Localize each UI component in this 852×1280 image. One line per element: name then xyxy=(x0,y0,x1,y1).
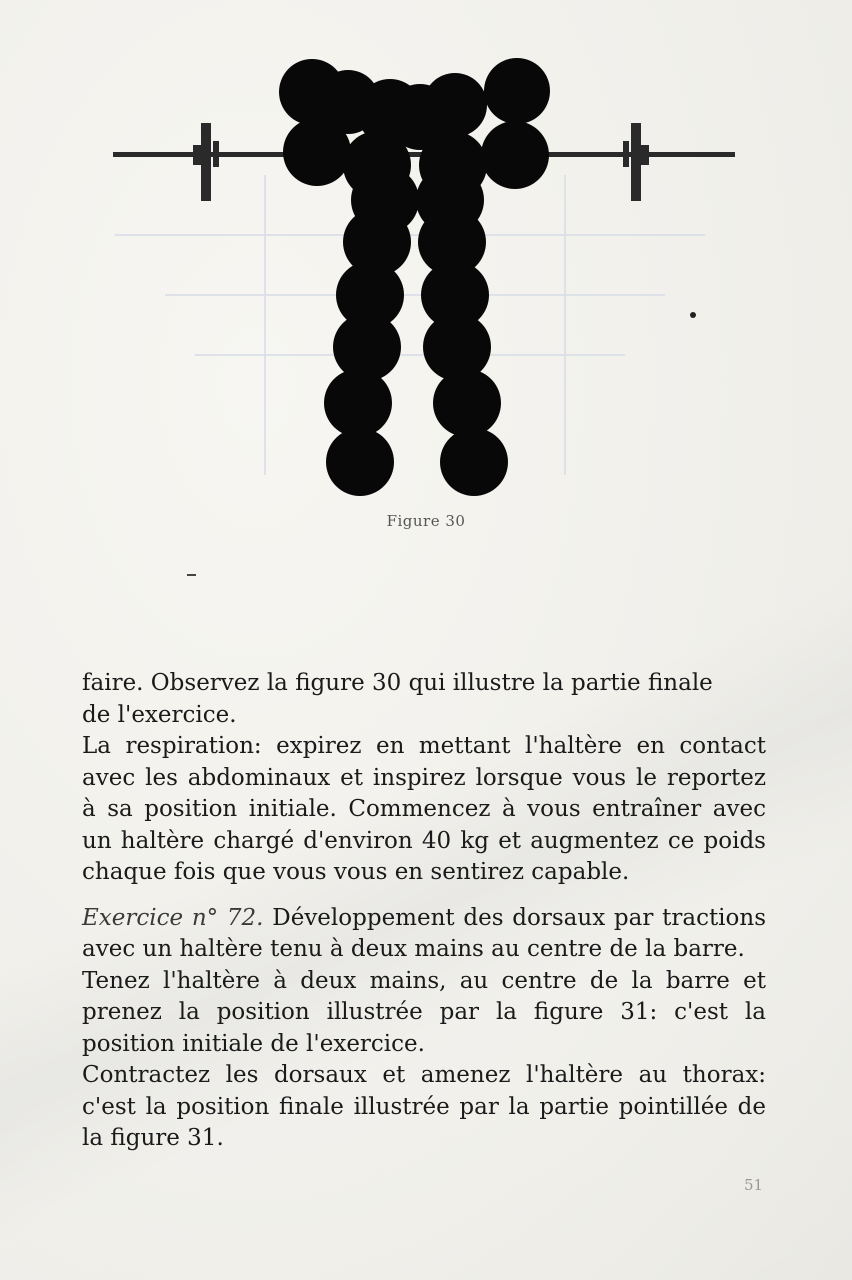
paragraph-5: Contractez les dorsaux et amenez l'haltère au thorax: c'est la position finale illustrée par la partie pointillée de la figure 31. xyxy=(82,1062,766,1151)
paragraph-2-respiration: La respiration: expirez en mettant l'haltère en contact avec les abdominaux et inspirez lorsque vous le reportez à sa position initiale. Commencez à vous entraîner avec un haltère chargé d'environ 40 kg et augmentez ce poids chaque fois que vous vous en sentirez capable. xyxy=(82,733,766,885)
page-number: 51 xyxy=(744,1176,764,1194)
right-inner-collar xyxy=(623,141,629,167)
paragraph-1-line-1: faire. Observez la figure 30 qui illustre la partie finale xyxy=(82,670,713,696)
right-weight-plate xyxy=(631,123,641,201)
body-text xyxy=(82,668,766,1155)
figure-caption: Figure 30 xyxy=(386,512,466,530)
exercise-label: Exercice n° 72. xyxy=(82,904,264,931)
figure-blobs xyxy=(279,58,550,496)
left-inner-collar xyxy=(213,141,219,167)
left-collar xyxy=(193,145,201,165)
paragraph-1-line-2: de l'exercice. xyxy=(82,701,237,728)
figure-30-illustration xyxy=(105,55,745,505)
dash-mark xyxy=(187,574,196,576)
ink-speck xyxy=(690,312,696,318)
barbell-exercise-figure xyxy=(105,55,745,505)
paragraph-4: Tenez l'haltère à deux mains, au centre de la barre et prenez la position illustrée par la figure 31: c'est la position initiale de l'exercice. xyxy=(82,967,766,1057)
left-weight-plate xyxy=(201,123,211,201)
right-collar xyxy=(641,145,649,165)
paragraph-1 xyxy=(82,668,766,731)
exercise-72-title: Développement des dorsaux par tractions avec un haltère tenu à deux mains au centre de la barre. xyxy=(82,904,767,962)
paragraph-3-exercise-72 xyxy=(82,903,766,966)
